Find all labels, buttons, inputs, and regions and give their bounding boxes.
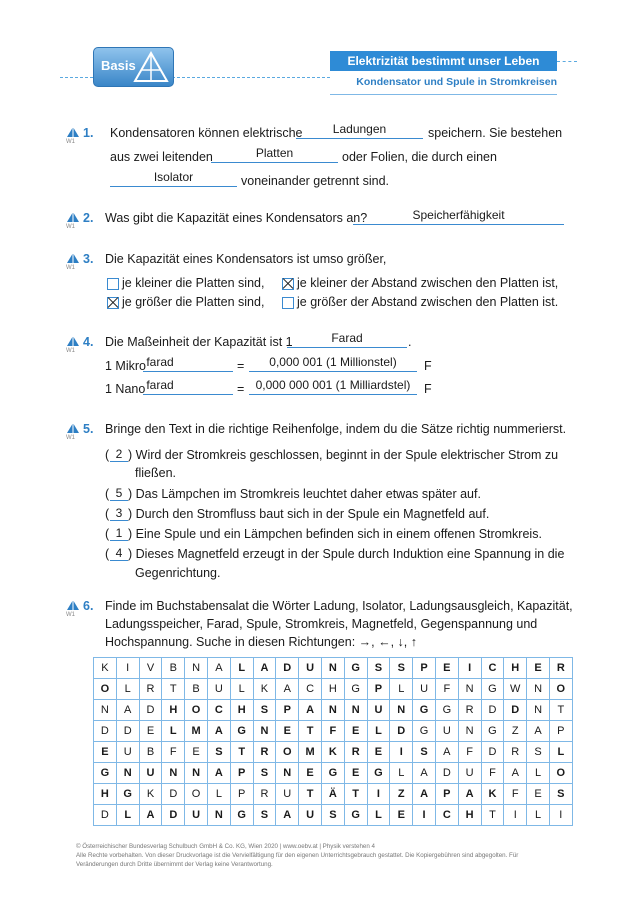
grid-cell[interactable]: B	[139, 742, 162, 763]
grid-cell[interactable]: H	[94, 784, 117, 805]
grid-cell[interactable]: N	[344, 700, 367, 721]
grid-cell[interactable]: U	[116, 742, 139, 763]
grid-cell[interactable]: O	[185, 784, 208, 805]
q3-checkbox-3[interactable]	[107, 297, 119, 309]
logo-text: Basis	[101, 58, 136, 73]
grid-cell[interactable]: I	[116, 658, 139, 679]
grid-cell[interactable]: F	[481, 763, 504, 784]
q3-number: 3.	[83, 252, 94, 266]
task-icon	[66, 335, 80, 355]
grid-cell[interactable]: T	[299, 784, 322, 805]
grid-cell[interactable]: E	[185, 742, 208, 763]
grid-cell[interactable]: O	[549, 763, 572, 784]
grid-cell[interactable]: M	[185, 721, 208, 742]
grid-cell[interactable]: A	[207, 721, 230, 742]
grid-cell[interactable]: H	[458, 805, 481, 826]
grid-cell[interactable]: A	[207, 658, 230, 679]
grid-cell[interactable]: G	[413, 700, 436, 721]
grid-cell[interactable]: N	[253, 721, 276, 742]
basis-logo	[93, 47, 174, 87]
grid-cell[interactable]: Ä	[321, 784, 344, 805]
q5-item-5-line2: Gegenrichtung.	[135, 566, 221, 580]
grid-cell[interactable]: B	[162, 658, 185, 679]
grid-cell[interactable]: R	[504, 742, 527, 763]
grid-cell[interactable]: G	[344, 658, 367, 679]
grid-cell[interactable]: R	[458, 700, 481, 721]
q6-line-3: Hochspannung. Suche in diesen Richtungen: →, ←, ↓, ↑	[105, 635, 417, 649]
grid-cell[interactable]: L	[390, 763, 413, 784]
footer-rights: Alle Rechte vorbehalten. Von dieser Druckvorlage ist die Vervielfältigung für den eigenen Unterrichtsgebrauch gestattet. Die Kopiergebühren sind abgegolten. Für	[76, 852, 519, 859]
grid-cell[interactable]: L	[390, 679, 413, 700]
grid-cell[interactable]: S	[527, 742, 550, 763]
footer-disclaimer: Veränderungen durch Dritte übernimmt der Verlag keine Verantwortung.	[76, 861, 273, 868]
header-title: Elektrizität bestimmt unser Leben	[330, 51, 557, 71]
q5-item-1-line1: Wird der Stromkreis geschlossen, beginnt in der Spule elektrischer Strom zu	[135, 448, 559, 462]
grid-cell[interactable]: K	[139, 784, 162, 805]
grid-cell[interactable]: L	[367, 721, 390, 742]
q2-text: Was gibt die Kapazität eines Kondensators an?	[105, 211, 368, 225]
header-dash-left	[60, 77, 93, 78]
grid-row	[94, 679, 573, 700]
q3-option-3: je größer die Platten sind,	[122, 295, 265, 309]
grid-cell[interactable]: P	[230, 784, 253, 805]
grid-row	[94, 700, 573, 721]
grid-cell[interactable]: A	[207, 763, 230, 784]
q4-row1-eq: =	[237, 359, 245, 373]
grid-cell[interactable]: R	[139, 679, 162, 700]
grid-cell[interactable]: G	[367, 763, 390, 784]
grid-cell[interactable]: U	[276, 784, 299, 805]
grid-cell[interactable]: N	[321, 658, 344, 679]
q5-item-2-open: (	[105, 487, 110, 501]
grid-row	[94, 658, 573, 679]
task-icon	[66, 252, 80, 272]
q5-item-1-number: 2	[115, 447, 123, 461]
grid-cell[interactable]: S	[253, 700, 276, 721]
q5-item-4-open: (	[105, 527, 110, 541]
grid-cell[interactable]: N	[390, 700, 413, 721]
grid-cell[interactable]: N	[116, 763, 139, 784]
header-dash-mid	[172, 77, 330, 78]
grid-cell[interactable]: H	[504, 658, 527, 679]
grid-cell[interactable]: E	[344, 763, 367, 784]
q5-item-1-line2: fließen.	[135, 466, 176, 480]
q4-row2-value: 0,000 000 001 (1 Milliardstel)	[255, 378, 411, 392]
q5-item-3-open: (	[105, 507, 110, 521]
grid-cell[interactable]: M	[299, 742, 322, 763]
grid-cell[interactable]: V	[139, 658, 162, 679]
grid-cell[interactable]: E	[367, 742, 390, 763]
grid-cell[interactable]: G	[344, 805, 367, 826]
grid-cell[interactable]: C	[481, 658, 504, 679]
task-icon	[66, 599, 80, 619]
word-search-grid	[93, 657, 573, 826]
level-label: W1	[66, 265, 75, 271]
grid-cell[interactable]: C	[435, 805, 458, 826]
grid-cell[interactable]: I	[367, 784, 390, 805]
grid-cell[interactable]: T	[230, 742, 253, 763]
q1-text-3: aus zwei leitenden	[110, 150, 213, 164]
grid-cell[interactable]: A	[253, 658, 276, 679]
logo-triangle-icon	[133, 51, 169, 83]
header-underline	[330, 94, 557, 95]
grid-cell[interactable]: S	[207, 742, 230, 763]
grid-cell[interactable]: N	[458, 721, 481, 742]
grid-cell[interactable]: F	[504, 784, 527, 805]
header-subtitle: Kondensator und Spule in Stromkreisen	[356, 76, 557, 88]
q5-item-5-open: (	[105, 547, 110, 561]
q4-row1-answer: farad	[146, 355, 174, 369]
grid-cell[interactable]: P	[276, 700, 299, 721]
q4-row2-label: 1 Nano	[105, 382, 146, 396]
q4-row1-value: 0,000 001 (1 Millionstel)	[269, 355, 397, 369]
grid-cell[interactable]: E	[276, 721, 299, 742]
grid-cell[interactable]: H	[321, 679, 344, 700]
q3-option-2: je kleiner der Abstand zwischen den Platten ist,	[297, 276, 559, 290]
level-label: W1	[66, 139, 75, 145]
grid-cell[interactable]: S	[253, 805, 276, 826]
grid-cell[interactable]: L	[116, 679, 139, 700]
grid-cell[interactable]: I	[458, 658, 481, 679]
q1-text-5: voneinander getrennt sind.	[241, 174, 390, 188]
grid-cell[interactable]: N	[94, 700, 117, 721]
grid-cell[interactable]: D	[162, 784, 185, 805]
q5-number: 5.	[83, 422, 94, 436]
q6-line-1: Finde im Buchstabensalat die Wörter Ladung, Isolator, Ladungsausgleich, Kapazität,	[105, 599, 573, 613]
grid-cell[interactable]: O	[94, 679, 117, 700]
grid-cell[interactable]: O	[185, 700, 208, 721]
q6-line-2: Ladungsspeicher, Farad, Spule, Stromkreis, Magnetfeld, Gegenspannung und	[105, 617, 538, 631]
grid-cell[interactable]: O	[276, 742, 299, 763]
grid-cell[interactable]: N	[527, 679, 550, 700]
task-icon	[66, 211, 80, 231]
grid-cell[interactable]: U	[185, 805, 208, 826]
grid-cell[interactable]: K	[321, 742, 344, 763]
header-dash-right	[557, 61, 577, 62]
q3-checkbox-4[interactable]	[282, 297, 294, 309]
grid-cell[interactable]: A	[139, 805, 162, 826]
q4-answer: Farad	[331, 331, 363, 345]
grid-cell[interactable]: P	[413, 658, 436, 679]
q1-answer-2: Platten	[255, 146, 294, 160]
grid-cell[interactable]: L	[549, 742, 572, 763]
q1-text-2: speichern. Sie bestehen	[428, 126, 563, 140]
grid-cell[interactable]: N	[207, 805, 230, 826]
grid-cell[interactable]: T	[162, 679, 185, 700]
q4-row1-label: 1 Mikro	[105, 359, 146, 373]
q2-number: 2.	[83, 211, 94, 225]
grid-cell[interactable]: A	[299, 700, 322, 721]
grid-cell[interactable]: N	[162, 763, 185, 784]
grid-cell[interactable]: D	[504, 700, 527, 721]
q5-item-3-text: ) Durch den Stromfluss baut sich in der Spule ein Magnetfeld auf.	[128, 507, 490, 521]
grid-row	[94, 742, 573, 763]
grid-cell[interactable]: N	[458, 679, 481, 700]
grid-cell[interactable]: A	[504, 763, 527, 784]
grid-cell[interactable]: U	[299, 658, 322, 679]
grid-cell[interactable]: T	[549, 700, 572, 721]
grid-cell[interactable]: U	[299, 805, 322, 826]
grid-cell[interactable]: R	[253, 742, 276, 763]
level-label: W1	[66, 348, 75, 354]
grid-cell[interactable]: D	[481, 700, 504, 721]
grid-cell[interactable]: B	[185, 679, 208, 700]
q5-item-4-text: ) Eine Spule und ein Lämpchen befinden sich in einem offenen Stromkreis.	[128, 527, 542, 541]
grid-cell[interactable]: L	[116, 805, 139, 826]
grid-cell[interactable]: A	[413, 763, 436, 784]
level-label: W1	[66, 435, 75, 441]
grid-cell[interactable]: F	[435, 679, 458, 700]
grid-cell[interactable]: R	[344, 742, 367, 763]
q6-number: 6.	[83, 599, 94, 613]
grid-cell[interactable]: E	[390, 805, 413, 826]
q5-item-5-number: 4	[115, 546, 123, 560]
grid-cell[interactable]: T	[481, 805, 504, 826]
grid-cell[interactable]: C	[299, 679, 322, 700]
footer-copyright: © Österreichischer Bundesverlag Schulbuch GmbH & Co. KG, Wien 2020 | www.oebv.at | Physik verstehen 4	[76, 843, 375, 850]
grid-row	[94, 784, 573, 805]
grid-cell[interactable]: A	[116, 700, 139, 721]
grid-cell[interactable]: N	[527, 700, 550, 721]
grid-cell[interactable]: F	[321, 721, 344, 742]
grid-cell[interactable]: G	[94, 763, 117, 784]
task-icon	[66, 126, 80, 146]
grid-cell[interactable]: A	[413, 784, 436, 805]
grid-cell[interactable]: D	[116, 721, 139, 742]
grid-cell[interactable]: U	[458, 763, 481, 784]
q5-item-3-number: 3	[115, 506, 123, 520]
footer	[76, 842, 576, 869]
grid-cell[interactable]: Z	[390, 784, 413, 805]
grid-cell[interactable]: R	[253, 784, 276, 805]
grid-cell[interactable]: E	[435, 658, 458, 679]
q3-option-1: je kleiner die Platten sind,	[122, 276, 265, 290]
grid-cell[interactable]: A	[435, 742, 458, 763]
task-icon	[66, 422, 80, 442]
grid-cell[interactable]: E	[139, 721, 162, 742]
grid-cell[interactable]: I	[549, 805, 572, 826]
grid-cell[interactable]: G	[413, 721, 436, 742]
grid-cell[interactable]: K	[481, 784, 504, 805]
grid-cell[interactable]: T	[344, 784, 367, 805]
grid-cell[interactable]: G	[481, 721, 504, 742]
grid-cell[interactable]: U	[139, 763, 162, 784]
q5-item-2-line1: Das Lämpchen im Stromkreis leuchtet daher etwas später auf.	[135, 487, 481, 501]
grid-cell[interactable]: D	[481, 742, 504, 763]
grid-cell[interactable]: T	[299, 721, 322, 742]
grid-cell[interactable]: N	[185, 763, 208, 784]
grid-cell[interactable]: L	[207, 784, 230, 805]
grid-cell[interactable]: G	[116, 784, 139, 805]
q3-checkbox-2[interactable]	[282, 278, 294, 290]
q4-row2-unit: F	[424, 382, 432, 396]
level-label: W1	[66, 224, 75, 230]
grid-cell[interactable]: I	[390, 742, 413, 763]
q5-item-1-text: ) Wird der Stromkreis geschlossen, beginnt in der Spule elektrischer Strom zu	[128, 448, 559, 462]
grid-cell[interactable]: A	[527, 721, 550, 742]
grid-cell[interactable]: N	[185, 658, 208, 679]
q3-checkbox-1[interactable]	[107, 278, 119, 290]
grid-cell[interactable]: G	[321, 763, 344, 784]
grid-row	[94, 763, 573, 784]
grid-cell[interactable]: A	[276, 679, 299, 700]
q5-item-1-open: (	[105, 448, 110, 462]
grid-cell[interactable]: G	[230, 721, 253, 742]
grid-cell[interactable]: E	[299, 763, 322, 784]
grid-cell[interactable]: S	[321, 805, 344, 826]
grid-cell[interactable]: P	[435, 784, 458, 805]
grid-cell[interactable]: S	[549, 784, 572, 805]
q4-number: 4.	[83, 335, 94, 349]
grid-cell[interactable]: S	[367, 658, 390, 679]
grid-cell[interactable]: L	[367, 805, 390, 826]
q2-answer: Speicherfähigkeit	[412, 208, 505, 222]
grid-cell[interactable]: L	[527, 763, 550, 784]
grid-cell[interactable]: C	[207, 700, 230, 721]
grid-cell[interactable]: L	[162, 721, 185, 742]
grid-cell[interactable]: P	[367, 679, 390, 700]
grid-cell[interactable]: D	[94, 721, 117, 742]
grid-cell[interactable]: P	[549, 721, 572, 742]
q4-row1-unit: F	[424, 359, 432, 373]
grid-cell[interactable]: K	[94, 658, 117, 679]
grid-cell[interactable]: N	[276, 763, 299, 784]
grid-cell[interactable]: D	[162, 805, 185, 826]
grid-cell[interactable]: S	[253, 763, 276, 784]
grid-cell[interactable]: E	[344, 721, 367, 742]
q3-option-4: je größer der Abstand zwischen den Platten ist.	[297, 295, 559, 309]
grid-cell[interactable]: G	[230, 805, 253, 826]
grid-cell[interactable]: K	[253, 679, 276, 700]
q1-text-4: oder Folien, die durch einen	[342, 150, 497, 164]
grid-cell[interactable]: E	[527, 784, 550, 805]
grid-cell[interactable]: D	[390, 721, 413, 742]
q5-item-5-line1: Dieses Magnetfeld erzeugt in der Spule durch Induktion eine Spannung in die	[135, 547, 565, 561]
grid-cell[interactable]: I	[504, 805, 527, 826]
q1-number: 1.	[83, 126, 94, 140]
grid-cell[interactable]: I	[413, 805, 436, 826]
grid-cell[interactable]: U	[207, 679, 230, 700]
grid-cell[interactable]: D	[94, 805, 117, 826]
grid-cell[interactable]: U	[367, 700, 390, 721]
grid-cell[interactable]: P	[230, 763, 253, 784]
grid-cell[interactable]: L	[230, 679, 253, 700]
grid-cell[interactable]: L	[230, 658, 253, 679]
grid-cell[interactable]: G	[435, 700, 458, 721]
grid-cell[interactable]: G	[344, 679, 367, 700]
grid-cell[interactable]: A	[458, 784, 481, 805]
grid-cell[interactable]: A	[276, 805, 299, 826]
q5-item-2-text: ) Das Lämpchen im Stromkreis leuchtet daher etwas später auf.	[128, 487, 481, 501]
grid-cell[interactable]: L	[527, 805, 550, 826]
q5-text: Bringe den Text in die richtige Reihenfolge, indem du die Sätze richtig nummerierst.	[105, 422, 567, 436]
q4-dot: .	[408, 335, 412, 349]
q1-answer-3: Isolator	[153, 170, 194, 184]
grid-cell[interactable]: D	[139, 700, 162, 721]
grid-cell[interactable]: D	[435, 763, 458, 784]
level-label: W1	[66, 612, 75, 618]
grid-cell[interactable]: N	[321, 700, 344, 721]
grid-cell[interactable]: F	[458, 742, 481, 763]
grid-cell[interactable]: G	[481, 679, 504, 700]
q3-text: Die Kapazität eines Kondensators ist umso größer,	[105, 252, 387, 266]
q4-row2-eq: =	[237, 382, 245, 396]
grid-cell[interactable]: W	[504, 679, 527, 700]
grid-cell[interactable]: O	[549, 679, 572, 700]
grid-cell[interactable]: R	[549, 658, 572, 679]
grid-cell[interactable]: H	[162, 700, 185, 721]
q4-row2-answer: farad	[146, 378, 174, 392]
q5-item-4-line1: Eine Spule und ein Lämpchen befinden sich in einem offenen Stromkreis.	[135, 527, 542, 541]
grid-cell[interactable]: D	[276, 658, 299, 679]
grid-cell[interactable]: S	[413, 742, 436, 763]
q5-item-3-line1: Durch den Stromfluss baut sich in der Spule ein Magnetfeld auf.	[135, 507, 490, 521]
grid-cell[interactable]: U	[413, 679, 436, 700]
grid-cell[interactable]: E	[94, 742, 117, 763]
q1-text-1: Kondensatoren können elektrische	[110, 126, 303, 140]
grid-cell[interactable]: F	[162, 742, 185, 763]
grid-cell[interactable]: U	[435, 721, 458, 742]
q1-answer-1: Ladungen	[332, 122, 387, 136]
grid-cell[interactable]: Z	[504, 721, 527, 742]
q4-text: Die Maßeinheit der Kapazität ist 1	[105, 335, 293, 349]
grid-cell[interactable]: S	[390, 658, 413, 679]
grid-cell[interactable]: E	[527, 658, 550, 679]
grid-row	[94, 805, 573, 826]
q5-item-4-number: 1	[115, 526, 123, 540]
grid-row	[94, 721, 573, 742]
q5-item-5-text: ) Dieses Magnetfeld erzeugt in der Spule durch Induktion eine Spannung in die	[128, 547, 565, 561]
grid-cell[interactable]: H	[230, 700, 253, 721]
q5-item-2-number: 5	[115, 486, 123, 500]
